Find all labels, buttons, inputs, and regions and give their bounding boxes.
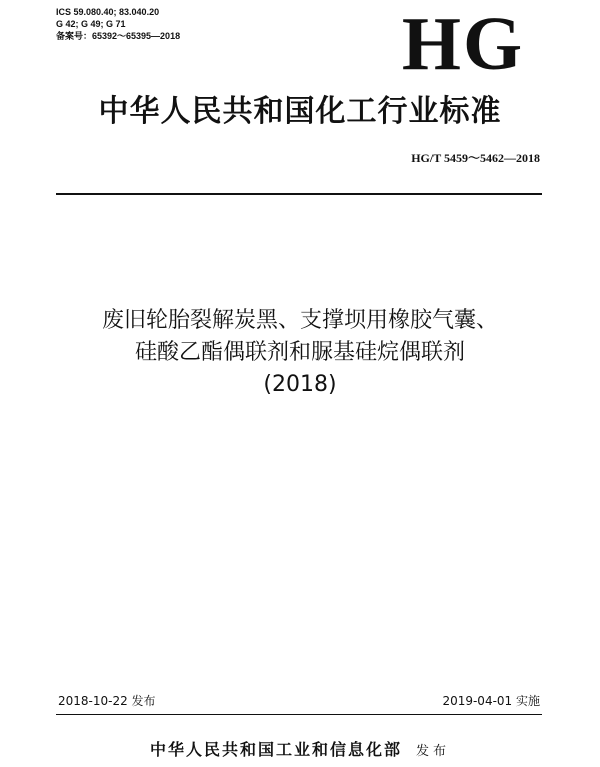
ics-code: ICS 59.080.40; 83.040.20: [56, 7, 160, 17]
effective-date: 2019-04-01 实施: [442, 694, 540, 708]
standard-category-title: 中华人民共和国化工行业标准: [98, 94, 502, 129]
classification-codes: [56, 6, 180, 42]
filing-number: 备案号：65392～65395—2018: [56, 31, 181, 41]
bottom-divider: [56, 714, 542, 715]
title-line-3: (2018): [263, 372, 337, 397]
issuer-verb: 发布: [416, 744, 451, 759]
issuer-line: [60, 740, 540, 762]
title-line-2: 硅酸乙酯偶联剂和脲基硅烷偶联剂: [134, 340, 465, 365]
standard-number: HG/T 5459～5462—2018: [411, 151, 540, 165]
issuer-name: 中华人民共和国工业和信息化部: [149, 740, 402, 759]
hg-logo: HG: [401, 2, 525, 86]
ccs-code: G 42; G 49; G 71: [56, 19, 126, 29]
document-title: [30, 305, 570, 401]
title-line-1: 废旧轮胎裂解炭黑、支撑坝用橡胶气囊、: [101, 308, 498, 333]
top-divider: [56, 193, 542, 195]
publish-date: 2018-10-22 发布: [58, 694, 156, 708]
